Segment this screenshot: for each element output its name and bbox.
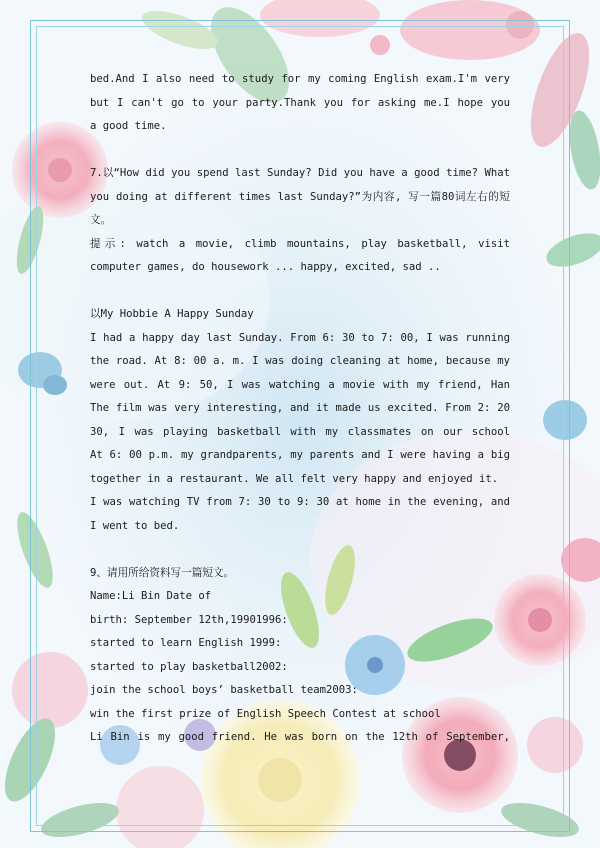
text-line: I had a happy day last Sunday. From 6: 30 to 7: 00, I was running xyxy=(90,331,510,344)
text-line: bed.And I also need to study for my coming English exam.I'm very xyxy=(90,73,510,85)
spacer xyxy=(90,538,510,562)
spacer xyxy=(90,280,510,304)
text-line: the road. At 8: 00 a. m. I was doing cleaning at home, because my xyxy=(90,355,510,367)
text-line: win the first prize of English Speech Contest at school xyxy=(90,707,441,720)
document-text xyxy=(90,68,510,750)
question-9: 9、请用所给资料写一篇短文。 xyxy=(90,566,235,579)
text-line: The film was very interesting, and it made us excited. From 2: 20 xyxy=(90,402,510,414)
text-line: started to learn English 1999: xyxy=(90,637,282,649)
text-line: Li Bin is my good friend. He was born on the 12th of September, xyxy=(90,731,510,743)
question-7: 7.以“How did you spend last Sunday? Did you have a good time? What xyxy=(90,167,510,179)
text-line: 文。 xyxy=(90,214,112,226)
text-line: but I can't go to your party.Thank you for asking me.I hope you xyxy=(90,96,510,109)
spacer xyxy=(90,139,510,163)
text-line: I went to bed. xyxy=(90,519,180,532)
text-line: 30, I was playing basketball with my classmates on our school xyxy=(90,425,510,438)
text-line: computer games, do housework ... happy, excited, sad .. xyxy=(90,261,441,273)
text-line: were out. At 9: 50, I was watching a movie with my friend, Han xyxy=(90,378,510,391)
text-line: a good time. xyxy=(90,120,167,132)
essay-title: 以My Hobbie A Happy Sunday xyxy=(90,308,254,320)
text-line: you doing at different times last Sunday?”为内容, 写一篇80词左右的短 xyxy=(90,190,510,203)
text-line: together in a restaurant. We all felt very happy and enjoyed it. xyxy=(90,472,499,485)
text-line: I was watching TV from 7: 30 to 9: 30 at home in the evening, and xyxy=(90,496,510,508)
text-line: birth: September 12th,19901996: xyxy=(90,613,288,626)
text-line: Name:Li Bin Date of xyxy=(90,590,212,602)
hint-line: 提示: watch a movie, climb mountains, play basketball, visit xyxy=(90,237,510,250)
text-line: started to play basketball2002: xyxy=(90,660,288,673)
text-line: At 6: 00 p.m. my grandparents, my parents and I were having a big xyxy=(90,449,510,461)
text-line: join the school boys’ basketball team2003: xyxy=(90,684,358,696)
